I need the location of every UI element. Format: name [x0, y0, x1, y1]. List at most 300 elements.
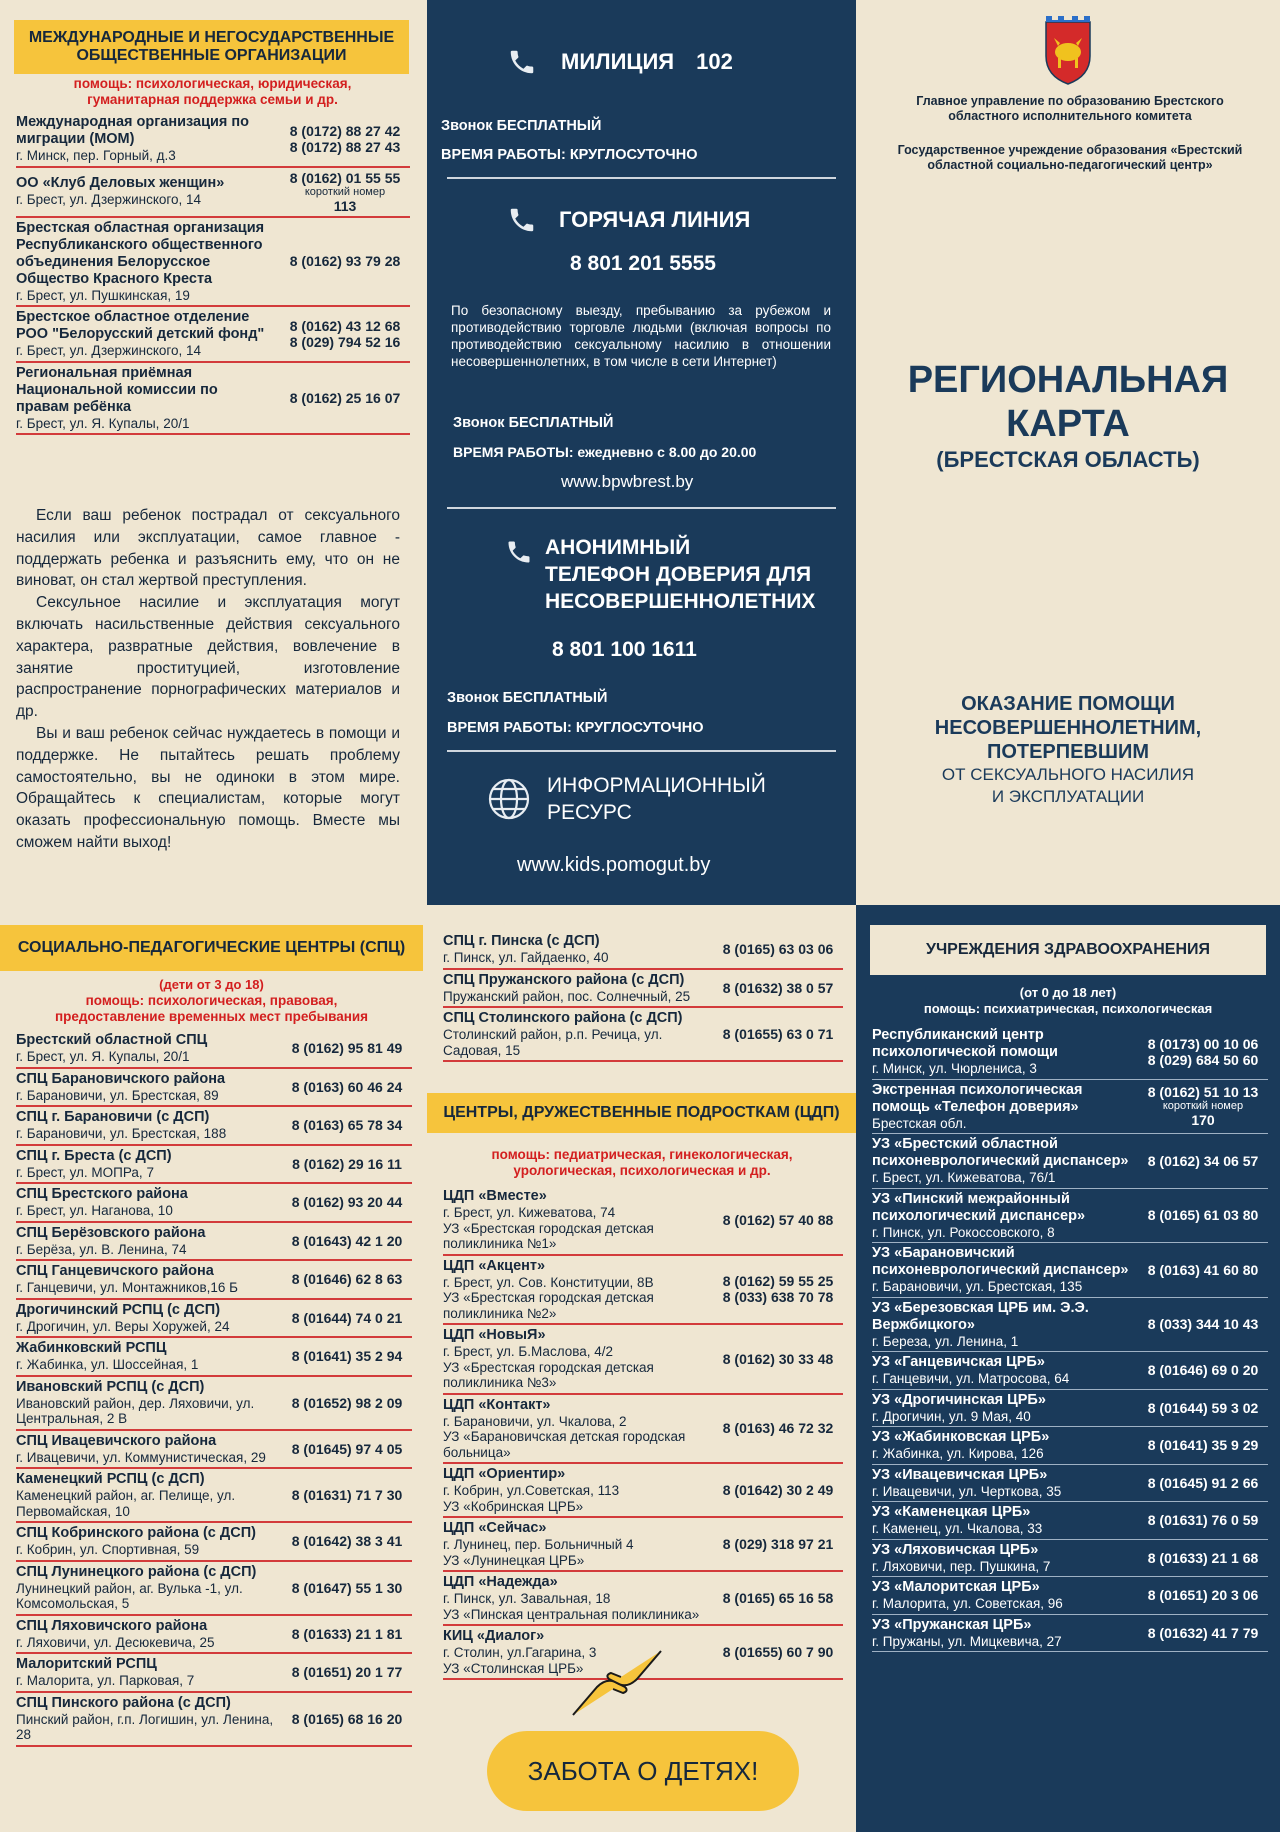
list-item — [872, 1427, 1268, 1465]
info-header — [487, 772, 766, 826]
item-name: ЦДП «НовыЯ» — [443, 1327, 546, 1343]
item-name: УЗ «Брестский областной психоневрологический диспансер» — [872, 1136, 1129, 1169]
item-info — [443, 972, 713, 1005]
list-item — [872, 1540, 1268, 1578]
phone-number[interactable]: 8 (01646) 69 0 20 — [1147, 1362, 1259, 1379]
phone-number[interactable]: 8 (01633) 21 1 68 — [1147, 1549, 1259, 1566]
item-address: Брестская обл. — [872, 1115, 967, 1131]
item-name: Республиканский центр психологической помощи — [872, 1027, 1058, 1060]
item-name: СПЦ Берёзовского района — [16, 1224, 206, 1241]
intl-orgs-panel — [0, 0, 427, 905]
item-info — [16, 114, 280, 164]
list-item — [443, 1464, 843, 1518]
cdp-title — [427, 1093, 856, 1133]
item-info — [443, 1010, 713, 1058]
item-address: г. Брест, ул. Дзержинского, 14 — [16, 192, 202, 208]
list-item — [16, 1069, 412, 1108]
phone-number[interactable]: 8 (0165) 65 16 58 — [722, 1590, 834, 1606]
item-address: г. Барановичи, ул. Брестская, 89 — [16, 1087, 219, 1103]
anon-number[interactable]: 8 801 100 1611 — [552, 638, 697, 661]
item-info — [443, 933, 713, 966]
item-name: УЗ «Жабинковская ЦРБ» — [872, 1429, 1050, 1445]
phone-number[interactable]: 8 (01651) 20 3 06 — [1147, 1587, 1259, 1604]
item-address: г. Ивацевичи, ул. Черткова, 35 — [872, 1483, 1062, 1499]
item-phones — [713, 1212, 843, 1228]
item-info — [16, 1379, 282, 1427]
hotline-description: По безопасному выезду, пребыванию за рубежом и противодействию торговле людьми (включая вопросы по противодействию сексуальному насилию в отношении несовершеннолетних, в том числе в сети Интернет) — [451, 303, 831, 369]
item-info — [872, 1392, 1138, 1425]
cover-title-line3: (БРЕСТСКАЯ ОБЛАСТЬ) — [936, 447, 1200, 472]
phone-number[interactable]: 8 (0162) 57 40 88 — [722, 1211, 834, 1228]
cdp-title-text: ЦЕНТРЫ, ДРУЖЕСТВЕННЫЕ ПОДРОСТКАМ (ЦДП) — [443, 1104, 840, 1121]
item-address: г. Ляховичи, ул. Десюкевича, 25 — [16, 1634, 215, 1650]
list-item — [16, 1562, 412, 1616]
cdp-panel — [427, 905, 856, 1832]
intl-orgs-list — [16, 112, 410, 435]
item-info — [16, 1618, 282, 1651]
item-phones — [282, 1156, 412, 1172]
police-call-free: Звонок БЕСПЛАТНЫЙ — [441, 118, 602, 134]
phone-number[interactable]: 8 (0162) 51 10 13 — [1147, 1084, 1259, 1101]
item-phones — [713, 1273, 843, 1305]
phone-number[interactable]: 8 (0163) 60 46 24 — [291, 1078, 403, 1095]
item-info — [16, 1433, 282, 1466]
item-phones — [713, 941, 843, 957]
item-name: Брестское областное отделение РОО "Белорусский детский фонд" — [16, 309, 265, 342]
item-info — [443, 1258, 713, 1322]
item-address: Пинский район, г.п. Логишин, ул. Ленина, 28 — [16, 1711, 274, 1742]
item-name: КИЦ «Диалог» — [443, 1628, 545, 1644]
police-title: МИЛИЦИЯ — [561, 49, 675, 74]
phone-number[interactable]: 8 (0163) 65 78 34 — [291, 1117, 403, 1134]
divider — [447, 177, 836, 179]
phone-number[interactable]: 8 (0165) 61 03 80 — [1147, 1207, 1259, 1224]
hotline-hours: ВРЕМЯ РАБОТЫ: ежедневно с 8.00 до 20.00 — [453, 444, 757, 460]
item-info — [872, 1136, 1138, 1186]
item-address: г. Пинск, ул. Рокоссовского, 8 — [872, 1224, 1055, 1240]
intl-orgs-title-text: МЕЖДУНАРОДНЫЕ И НЕГОСУДАРСТВЕННЫЕ ОБЩЕСТВЕННЫЕ ОРГАНИЗАЦИИ — [28, 29, 395, 64]
item-address: г. Минск, пер. Горный, д.3 — [16, 148, 176, 163]
story-paragraph-3: Вы и ваш ребенок сейчас нуждаетесь в помощи и поддержке. Не пытайтесь решать проблему самостоятельно, вы не одиноки в этом мире. Обращайтесь к специалистам, которые могут оказать профессиональную помощь. Вместе мы сможем найти выход! — [16, 724, 400, 851]
item-address: г. Ганцевичи, ул. Матросова, 64 — [872, 1371, 1070, 1386]
item-phones — [282, 1533, 412, 1549]
anon-title-line1: АНОНИМНЫЙ — [545, 536, 691, 559]
item-phones — [280, 390, 410, 406]
item-address: г. Дрогичин, ул. 9 Мая, 40 — [872, 1408, 1031, 1424]
item-institution: УЗ «Столинская ЦРБ» — [443, 1660, 584, 1676]
item-phones — [1138, 1512, 1268, 1528]
list-item — [872, 1134, 1268, 1189]
item-phones — [1138, 1475, 1268, 1491]
globe-icon — [487, 777, 531, 821]
item-phones — [280, 123, 410, 155]
item-address: г. Дрогичин, ул. Веры Хоружей, 24 — [16, 1318, 230, 1334]
item-name: УЗ «Ивацевичская ЦРБ» — [872, 1466, 1048, 1483]
item-phones — [282, 1117, 412, 1133]
item-address: г. Ганцевичи, ул. Монтажников,16 Б — [16, 1280, 239, 1295]
phone-number[interactable]: 8 (01641) 35 2 94 — [291, 1348, 403, 1365]
item-phones — [713, 1420, 843, 1436]
item-phones — [1138, 1550, 1268, 1566]
item-info — [16, 309, 280, 359]
phone-number[interactable]: 8 (01633) 21 1 81 — [291, 1625, 403, 1642]
list-item — [443, 1518, 843, 1572]
short-number-label: короткий номер — [304, 185, 386, 198]
list-item — [16, 1431, 412, 1470]
spc-list — [16, 1030, 412, 1747]
item-phones — [280, 253, 410, 269]
phone-number[interactable]: 8 (0162) 34 06 57 — [1147, 1152, 1259, 1169]
item-info — [16, 365, 280, 432]
item-info — [16, 1109, 282, 1142]
item-info — [16, 1263, 282, 1296]
cover-org-1: Главное управление по образованию Брестского областного исполнительного комитета — [916, 94, 1224, 123]
intl-orgs-subtitle: помощь: психологическая, юридическая, гуманитарная поддержка семьи и др. — [73, 76, 352, 107]
hotline-website-link[interactable]: www.bpwbrest.by — [561, 472, 694, 491]
item-phones — [282, 1711, 412, 1727]
anon-title-line3: НЕСОВЕРШЕННОЛЕТНИХ — [545, 590, 816, 613]
phone-number[interactable]: 8 (01645) 91 2 66 — [1147, 1474, 1259, 1491]
cover-org-2: Государственное учреждение образования «Брестский областной социально-педагогический центр» — [897, 143, 1243, 172]
phone-number[interactable]: 8 (01642) 38 3 41 — [291, 1533, 403, 1550]
phone-number[interactable]: 8 (01655) 60 7 90 — [722, 1644, 834, 1660]
item-address: г. Минск, ул. Чюрлениса, 3 — [872, 1061, 1037, 1076]
cover-title-line2: КАРТА — [1006, 403, 1130, 445]
spc-list-continued — [443, 931, 843, 1062]
phone-number[interactable]: 8 (01643) 42 1 20 — [291, 1232, 403, 1249]
info-title-line1: ИНФОРМАЦИОННЫЙ — [547, 774, 766, 797]
cover-subtitle-line1: ОКАЗАНИЕ ПОМОЩИ — [961, 693, 1175, 715]
item-name: УЗ «Малоритская ЦРБ» — [872, 1579, 1040, 1595]
item-info — [16, 175, 280, 208]
item-info — [16, 1695, 282, 1743]
phone-number[interactable]: 8 (0163) 41 60 80 — [1147, 1261, 1259, 1278]
phone-number[interactable]: 8 (0162) 29 16 11 — [292, 1155, 402, 1172]
item-info — [872, 1027, 1138, 1077]
item-name: СПЦ Ганцевичского района — [16, 1263, 214, 1279]
item-address: г. Лунинец, пер. Больничный 4 — [443, 1537, 634, 1552]
info-website-link[interactable]: www.kids.pomogut.by — [517, 854, 711, 876]
item-address: г. Жабинка, ул. Шоссейная, 1 — [16, 1357, 199, 1372]
item-address: г. Береза, ул. Ленина, 1 — [872, 1333, 1019, 1349]
list-item — [16, 1030, 412, 1069]
phone-number[interactable]: 8 (0162) 93 79 28 — [289, 253, 401, 270]
list-item — [16, 307, 410, 363]
item-institution: УЗ «Брестская городская детская поликлиника №3» — [443, 1359, 654, 1390]
health-panel — [856, 905, 1280, 1832]
list-item — [16, 1261, 412, 1300]
item-info — [872, 1617, 1138, 1650]
list-item — [16, 363, 410, 436]
item-name: Международная организация по миграции (МОМ) — [16, 114, 250, 147]
item-phones — [713, 1590, 843, 1606]
item-name: ЦДП «Ориентир» — [443, 1466, 566, 1482]
item-institution: УЗ «Брестская городская детская поликлиника №1» — [443, 1220, 654, 1251]
item-phones — [1138, 1262, 1268, 1278]
phone-number[interactable]: 8 (01645) 97 4 05 — [291, 1440, 403, 1457]
item-address: г. Столин, ул.Гагарина, 3 — [443, 1645, 597, 1660]
item-info — [16, 1071, 282, 1104]
phone-number[interactable]: 8 (01644) 59 3 02 — [1147, 1399, 1259, 1416]
item-name: СПЦ Ляховичского района — [16, 1617, 208, 1634]
phone-number[interactable]: 8 (0165) 68 16 20 — [291, 1710, 403, 1727]
phone-number[interactable]: 8 (0162) 95 81 49 — [291, 1040, 403, 1057]
list-item — [872, 1080, 1268, 1135]
item-name: СПЦ г. Бреста (с ДСП) — [16, 1147, 172, 1164]
phone-number[interactable]: 8 (0162) 93 20 44 — [291, 1194, 403, 1211]
phone-number[interactable]: 8 (029) 318 97 21 — [722, 1536, 834, 1552]
police-header — [507, 44, 733, 80]
item-name: ЦДП «Вместе» — [443, 1188, 547, 1204]
list-item — [16, 218, 410, 308]
item-phones — [282, 1040, 412, 1056]
health-title-text: УЧРЕЖДЕНИЯ ЗДРАВООХРАНЕНИЯ — [925, 941, 1211, 958]
item-name: Каменецкий РСПЦ (с ДСП) — [16, 1471, 205, 1487]
anon-title-line2: ТЕЛЕФОН ДОВЕРИЯ ДЛЯ — [545, 563, 812, 586]
item-name: Региональная приёмная Национальной комиссии по правам ребёнка — [16, 364, 218, 415]
item-info — [872, 1579, 1138, 1612]
health-age: (от 0 до 18 лет) — [1019, 985, 1117, 1000]
phone-number[interactable]: 8 (0162) 59 55 25 — [722, 1273, 834, 1290]
list-item — [16, 1223, 412, 1262]
phone-number[interactable]: 8 (033) 344 10 43 — [1147, 1316, 1259, 1333]
item-address: г. Жабинка, ул. Кирова, 126 — [872, 1446, 1044, 1461]
phone-number[interactable]: 8 (0162) 43 12 68 — [289, 317, 401, 334]
item-info — [872, 1245, 1138, 1295]
item-address: г. Брест, ул. Дзержинского, 14 — [16, 343, 202, 358]
item-address: г. Пинск, ул. Завальная, 18 — [443, 1591, 611, 1606]
item-info — [872, 1082, 1138, 1132]
list-item — [872, 1577, 1268, 1615]
cover-panel — [856, 0, 1280, 905]
story-text — [16, 505, 400, 854]
item-address: Ивановский район, дер. Ляховичи, ул. Центральная, 2 В — [16, 1395, 255, 1426]
phone-number[interactable]: 8 (029) 684 50 60 — [1147, 1051, 1259, 1068]
hotlines-panel — [427, 0, 856, 905]
item-address: г. Брест, ул. Я. Купалы, 20/1 — [16, 1049, 190, 1064]
phone-number[interactable]: 8 (0163) 46 72 32 — [722, 1420, 834, 1437]
item-name: СПЦ Кобринского района (с ДСП) — [16, 1525, 256, 1541]
item-info — [443, 1466, 713, 1514]
item-phones — [282, 1395, 412, 1411]
list-item — [16, 1616, 412, 1655]
item-info — [16, 1340, 282, 1373]
item-address: г. Кобрин, ул.Советская, 113 — [443, 1483, 620, 1498]
police-hours: ВРЕМЯ РАБОТЫ: КРУГЛОСУТОЧНО — [441, 147, 698, 163]
item-name: СПЦ Столинского района (с ДСП) — [443, 1010, 683, 1026]
item-address: г. Кобрин, ул. Спортивная, 59 — [16, 1542, 200, 1557]
item-info — [16, 220, 280, 304]
phone-number[interactable]: 8 (01632) 38 0 57 — [722, 979, 834, 996]
list-item — [443, 1186, 843, 1256]
item-name: УЗ «Березовская ЦРБ им. Э.Э. Вержбицкого» — [872, 1299, 1089, 1333]
phone-number[interactable]: 8 (01647) 55 1 30 — [291, 1579, 403, 1596]
item-address: Лунинецкий район, аг. Вулька -1, ул. Комсомольская, 5 — [16, 1580, 243, 1611]
anon-call-free: Звонок БЕСПЛАТНЫЙ — [447, 690, 608, 706]
item-phones — [282, 1233, 412, 1249]
health-subtitle: помощь: психиатрическая, психологическая — [923, 1001, 1213, 1016]
list-item — [443, 1008, 843, 1062]
item-address: г. Ивацевичи, ул. Коммунистическая, 29 — [16, 1449, 266, 1465]
item-phones — [282, 1664, 412, 1680]
item-address: г. Барановичи, ул. Брестская, 188 — [16, 1126, 227, 1141]
phone-number[interactable]: 8 (01651) 20 1 77 — [291, 1664, 403, 1681]
list-item — [872, 1465, 1268, 1503]
phone-number[interactable]: 8 (01655) 63 0 71 — [722, 1026, 834, 1042]
phone-number[interactable]: 8 (01652) 98 2 09 — [291, 1394, 403, 1411]
list-item — [443, 1256, 843, 1326]
phone-number[interactable]: 8 (01642) 30 2 49 — [722, 1482, 834, 1498]
item-phones — [282, 1194, 412, 1210]
item-name: ЦДП «Сейчас» — [443, 1520, 547, 1536]
list-item — [16, 1654, 412, 1693]
phone-number[interactable]: 8 (033) 638 70 78 — [722, 1289, 834, 1306]
phone-number[interactable]: 8 (0172) 88 27 43 — [289, 138, 401, 155]
list-item — [872, 1390, 1268, 1428]
item-info — [16, 1564, 282, 1612]
item-address: г. Брест, ул. Наганова, 10 — [16, 1203, 173, 1218]
list-item — [872, 1615, 1268, 1653]
list-item — [872, 1025, 1268, 1080]
item-info — [872, 1300, 1138, 1350]
item-info — [16, 1225, 282, 1258]
item-address: г. Ляховичи, пер. Пушкина, 7 — [872, 1558, 1051, 1574]
item-phones — [1138, 1587, 1268, 1603]
item-info — [443, 1188, 713, 1252]
phone-number[interactable]: 8 (01646) 62 8 63 — [291, 1271, 403, 1288]
list-item — [443, 1572, 843, 1626]
phone-number[interactable]: 8 (0165) 63 03 06 — [722, 941, 834, 958]
item-phones — [1138, 1362, 1268, 1378]
item-address: г. Брест, ул. Кижеватова, 76/1 — [872, 1170, 1056, 1185]
item-name: ОО «Клуб Деловых женщин» — [16, 175, 225, 192]
phone-icon — [507, 44, 537, 80]
cdp-list — [443, 1186, 843, 1680]
hotline-number[interactable]: 8 801 201 5555 — [570, 252, 716, 275]
item-info — [16, 1302, 282, 1335]
item-phones — [282, 1487, 412, 1503]
item-info — [443, 1327, 713, 1391]
item-info — [16, 1471, 282, 1519]
list-item — [16, 1338, 412, 1377]
phone-number[interactable]: 8 (029) 794 52 16 — [289, 333, 401, 350]
item-phones — [713, 1026, 843, 1042]
item-address: г. Брест, ул. Б.Маслова, 4/2 — [443, 1344, 614, 1359]
item-info — [16, 1148, 282, 1181]
list-item — [443, 931, 843, 970]
divider — [447, 750, 836, 752]
item-address: Столинский район, р.п. Речица, ул. Садовая, 15 — [443, 1027, 663, 1058]
item-address: г. Брест, ул. Сов. Конституции, 8В — [443, 1274, 654, 1290]
short-number-label: короткий номер — [1162, 1100, 1244, 1113]
item-name: СПЦ Пружанского района (с ДСП) — [443, 971, 685, 988]
item-phones — [1138, 1084, 1268, 1128]
item-name: Брестский областной СПЦ — [16, 1032, 208, 1048]
spc-subtitle: помощь: психологическая, правовая, предоставление временных мест пребывания — [54, 993, 369, 1024]
slogan-button[interactable] — [487, 1731, 799, 1811]
item-info — [872, 1429, 1138, 1462]
item-name: УЗ «Пинский межрайонный психологический диспансер» — [872, 1190, 1086, 1224]
cover-title — [856, 358, 1280, 474]
story-paragraph-1: Если ваш ребенок пострадал от сексуального насилия или эксплуатации, самое главное - поддержать ребенка и разъяснить ему, что он не виноват, он стал жертвой преступления. — [16, 507, 400, 590]
item-phones — [1138, 1207, 1268, 1223]
item-name: ЦДП «Контакт» — [443, 1396, 551, 1413]
item-info — [16, 1032, 282, 1065]
cover-subtitle-line4: ОТ СЕКСУАЛЬНОГО НАСИЛИЯ — [941, 765, 1195, 784]
item-address: г. Брест, ул. МОПРа, 7 — [16, 1164, 154, 1180]
item-phones — [1138, 1437, 1268, 1453]
cover-subtitle — [856, 692, 1280, 808]
item-address: г. Пружаны, ул. Мицкевича, 27 — [872, 1633, 1062, 1649]
story-paragraph-2: Сексульное насилие и эксплуатация могут включать насильственные действия сексуального характера, развратные действия, вовлечение в занятие проституцией, изготовление распространение порнографических материалов и др. — [16, 594, 400, 721]
cover-subtitle-line2: НЕСОВЕРШЕННОЛЕТНИМ, — [934, 717, 1202, 739]
item-phones — [1138, 1400, 1268, 1416]
info-title-line2: РЕСУРС — [547, 801, 632, 824]
phone-icon — [505, 534, 533, 570]
item-name: Малоритский РСПЦ — [16, 1656, 157, 1672]
list-item — [16, 1146, 412, 1185]
phone-icon — [507, 202, 537, 238]
item-info — [872, 1354, 1138, 1387]
item-phones — [713, 1482, 843, 1498]
item-address: г. Берёза, ул. В. Ленина, 74 — [16, 1241, 187, 1257]
list-item — [16, 1377, 412, 1431]
item-info — [443, 1574, 713, 1622]
cover-subtitle-line3: ПОТЕРПЕВШИМ — [986, 741, 1150, 763]
item-phones — [282, 1310, 412, 1326]
item-address: г. Барановичи, ул. Чкалова, 2 — [443, 1413, 627, 1429]
item-phones — [280, 318, 410, 350]
short-number[interactable]: 170 — [1191, 1112, 1215, 1129]
item-address: г. Брест, ул. Я. Купалы, 20/1 — [16, 415, 190, 431]
item-address: Каменецкий район, аг. Пелище, ул. Первомайская, 10 — [16, 1488, 236, 1519]
item-name: СПЦ Барановичского района — [16, 1070, 226, 1087]
list-item — [872, 1243, 1268, 1298]
item-info — [872, 1467, 1138, 1500]
item-name: УЗ «Барановичский психоневрологический диспансер» — [872, 1245, 1129, 1278]
phone-number[interactable]: 8 (01631) 71 7 30 — [291, 1487, 403, 1503]
item-name: Ивановский РСПЦ (с ДСП) — [16, 1378, 205, 1395]
health-title — [870, 925, 1266, 975]
hotline-header — [507, 202, 750, 238]
phone-number[interactable]: 8 (01631) 76 0 59 — [1147, 1512, 1259, 1529]
item-name: УЗ «Пружанская ЦРБ» — [872, 1616, 1032, 1633]
phone-number[interactable]: 8 (01644) 74 0 21 — [291, 1309, 403, 1326]
phone-number[interactable]: 8 (0162) 01 55 55 — [289, 169, 401, 186]
list-item — [16, 1107, 412, 1146]
list-item — [872, 1352, 1268, 1390]
spc-panel — [0, 905, 427, 1832]
phone-number[interactable]: 8 (0162) 30 33 48 — [722, 1350, 834, 1367]
phone-number[interactable]: 8 (01641) 35 9 29 — [1147, 1437, 1259, 1454]
item-info — [872, 1542, 1138, 1575]
item-name: Жабинковский РСПЦ — [16, 1340, 167, 1356]
item-name: УЗ «Ляховичская ЦРБ» — [872, 1541, 1039, 1558]
item-phones — [713, 1644, 843, 1660]
item-info — [443, 1397, 713, 1461]
item-institution: УЗ «Кобринская ЦРБ» — [443, 1498, 584, 1514]
phone-number[interactable]: 8 (0162) 25 16 07 — [289, 389, 401, 406]
item-name: Экстренная психологическая помощь «Телефон доверия» — [872, 1081, 1083, 1115]
short-number[interactable]: 113 — [333, 197, 357, 214]
anon-header — [505, 534, 815, 615]
phone-number[interactable]: 8 (0172) 88 27 42 — [289, 122, 401, 139]
phone-number[interactable]: 8 (0173) 00 10 06 — [1147, 1035, 1259, 1052]
list-item — [16, 112, 410, 168]
item-phones — [713, 1536, 843, 1552]
item-address: г. Каменец, ул. Чкалова, 33 — [872, 1521, 1043, 1536]
phone-number[interactable]: 8 (01632) 41 7 79 — [1147, 1624, 1259, 1641]
